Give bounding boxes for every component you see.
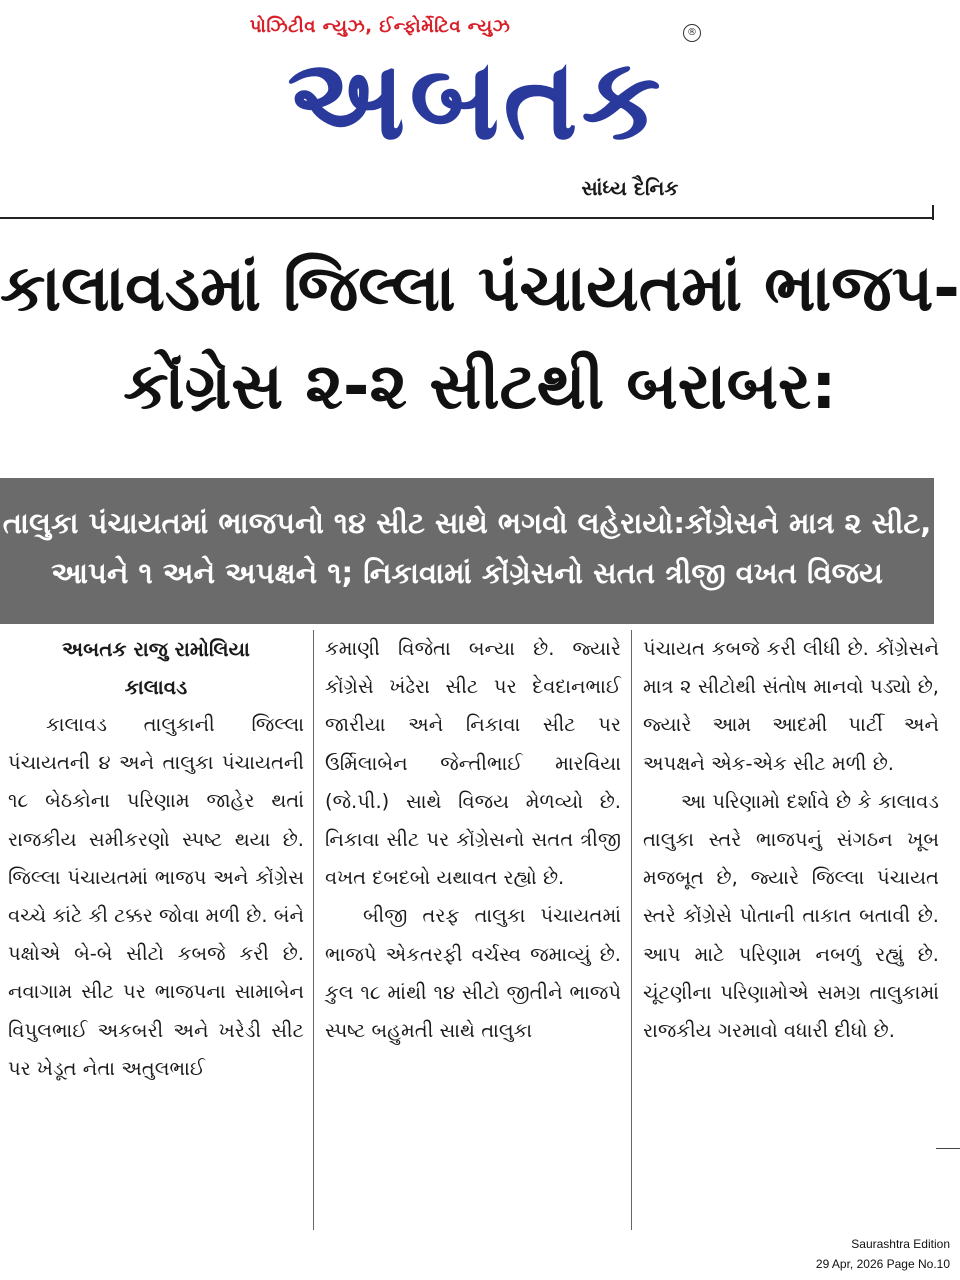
- column-divider: [313, 630, 314, 1230]
- registered-mark-icon: ®: [683, 24, 701, 42]
- masthead-divider: [0, 217, 934, 219]
- masthead-tagline: પોઝિટીવ ન્યુઝ, ઈન્ફોર્મેટિવ ન્યુઝ: [249, 16, 511, 37]
- masthead-subtitle: સાંધ્ય દૈનિક: [581, 176, 679, 200]
- masthead-divider-tick: [932, 205, 934, 220]
- headline: [0, 240, 960, 436]
- footer-date-page: 29 Apr, 2026 Page No.10: [815, 1257, 950, 1271]
- headline-line-1: કાલાવડમાં જિલ્લા પંચાયતમાં ભાજપ-: [0, 252, 960, 326]
- byline-place: કાલાવડ: [124, 675, 188, 699]
- article-paragraph: આ પરિણામો દર્શાવે છે કે કાલાવડ તાલુકા સ્તરે ભાજપનું સંગઠન ખૂબ મજબૂત છે, જ્યારે જિલ્લા પંચાયત સ્તરે કોંગ્રેસે પોતાની તાકાત બતાવી છે. આપ માટે પરિણામ નબળું રહ્યું છે. ચૂંટણીના પરિણામોએ સમગ્ર તાલુકામાં રાજકીય ગરમાવો વધારી દીધો છે.: [643, 789, 939, 1043]
- subheadline-line-1: તાલુકા પંચાયતમાં ભાજપનો ૧૪ સીટ સાથે ભગવો લહેરાયો:કોંગ્રેસને માત્ર ૨ સીટ,: [2, 506, 932, 540]
- subheadline-line-2: આપને ૧ અને અપક્ષને ૧; નિકાવામાં કોંગ્રેસનો સતત ત્રીજી વખત વિજય: [51, 556, 883, 590]
- page-footer: [816, 1234, 950, 1274]
- article-paragraph: કમાણી વિજેતા બન્યા છે. જ્યારે કોંગ્રેસે ખંઢેરા સીટ પર દેવદાનભાઈ જારીયા અને નિકાવા સીટ પર ઉર્મિલાબેન જેન્તીભાઈ મારવિયા (જે.પી.) સાથે વિજય મેળવ્યો છે. નિકાવા સીટ પર કોંગ્રેસનો સતત ત્રીજી વખત દબદબો યથાવત રહ્યો છે.: [325, 637, 621, 890]
- newspaper-logo: અબતક: [287, 35, 665, 165]
- article-paragraph: પંચાયત કબજે કરી લીધી છે. કોંગ્રેસને માત્ર ૨ સીટોથી સંતોષ માનવો પડ્યો છે, જ્યારે આમ આદમી પાર્ટી અને અપક્ષને એક-એક સીટ મળી છે.: [643, 637, 939, 775]
- article-paragraph: બીજી તરફ તાલુકા પંચાયતમાં ભાજપે એકતરફી વર્ચસ્વ જમાવ્યું છે. કુલ ૧૮ માંથી ૧૪ સીટો જીતીને ભાજપે સ્પષ્ટ બહુમતી સાથે તાલુકા: [325, 904, 621, 1043]
- masthead: [0, 0, 960, 220]
- article-column-1: [8, 630, 304, 1088]
- article-paragraph: કાલાવડ તાલુકાની જિલ્લા પંચાયતની ૪ અને તાલુકા પંચાયતની ૧૮ બેઠકોના પરિણામ જાહેર થતાં રાજકીય સમીકરણો સ્પષ્ટ થયા છે. જિલ્લા પંચાયતમાં ભાજપ અને કોંગ્રેસ વચ્ચે કાંટે કી ટક્કર જોવા મળી છે. બંને પક્ષોએ બે-બે સીટો કબજે કરી છે. નવાગામ સીટ પર ભાજપના સામાબેન વિપુલભાઈ અકબરી અને ખરેડી સીટ પર ખેડૂત નેતા અતુલભાઈ: [8, 713, 304, 1080]
- byline-author: અબતક રાજુ રામોલિયા: [62, 637, 250, 661]
- crop-mark: [936, 1148, 960, 1149]
- footer-edition: Saurashtra Edition: [851, 1237, 950, 1251]
- article-column-2: [325, 630, 621, 1050]
- subheadline-banner: [0, 478, 934, 624]
- column-divider: [631, 630, 632, 1230]
- headline-line-2: કોંગ્રેસ ૨-૨ સીટથી બરાબર:: [123, 350, 837, 424]
- article-column-3: [643, 630, 939, 1050]
